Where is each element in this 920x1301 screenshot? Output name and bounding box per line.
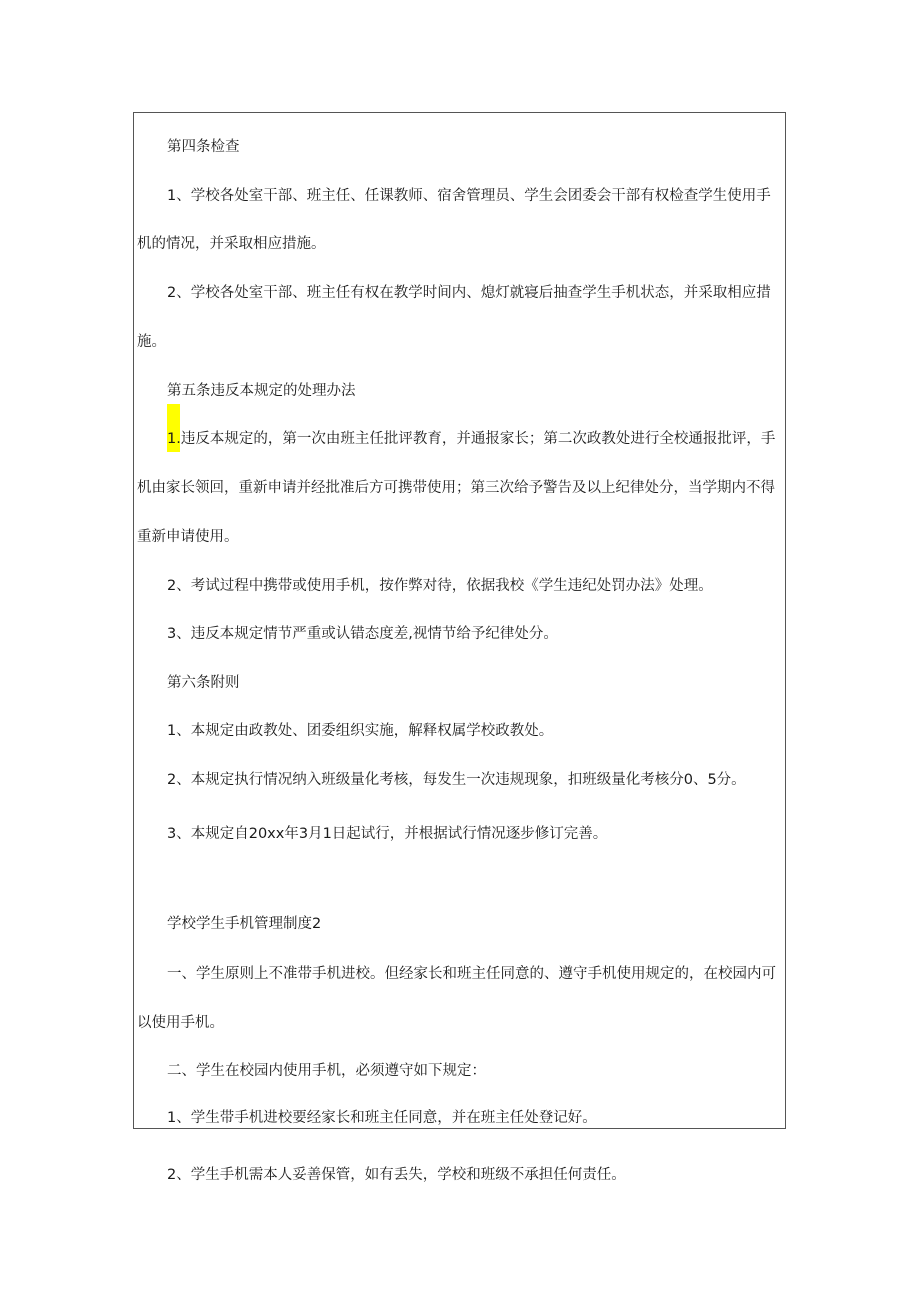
paragraph-line: 1、学生带手机进校要经家长和班主任同意，并在班主任处登记好。 bbox=[167, 1110, 597, 1126]
paragraph-line: 2、学校各处室干部、班主任有权在教学时间内、熄灯就寝后抽查学生手机状态，并采取相应措 bbox=[167, 285, 771, 301]
paragraph-line: 以使用手机。 bbox=[137, 1015, 224, 1031]
paragraph-line: 施。 bbox=[137, 334, 166, 350]
paragraph-line: 机的情况，并采取相应措施。 bbox=[137, 236, 326, 252]
section-title: 学校学生手机管理制度2 bbox=[167, 916, 322, 932]
heading-article-5: 第五条违反本规定的处理办法 bbox=[167, 383, 356, 399]
paragraph-line: 二、学生在校园内使用手机，必须遵守如下规定： bbox=[167, 1063, 486, 1079]
paragraph-line: 3、本规定自20xx年3月1日起试行，并根据试行情况逐步修订完善。 bbox=[167, 826, 608, 842]
paragraph-line: 2、考试过程中携带或使用手机，按作弊对待，依据我校《学生违纪处罚办法》处理。 bbox=[167, 578, 713, 594]
paragraph-line: 3、违反本规定情节严重或认错态度差,视情节给予纪律处分。 bbox=[167, 626, 558, 642]
paragraph-line: 1、本规定由政教处、团委组织实施，解释权属学校政教处。 bbox=[167, 723, 554, 739]
heading-article-6: 第六条附则 bbox=[167, 675, 240, 691]
paragraph-line: 机由家长领回，重新申请并经批准后方可携带使用；第三次给予警告及以上纪律处分，当学期内不得 bbox=[137, 480, 775, 496]
paragraph-line: 1、学校各处室干部、班主任、任课教师、宿舍管理员、学生会团委会干部有权检查学生使用手 bbox=[167, 188, 771, 204]
heading-article-4: 第四条检查 bbox=[167, 139, 240, 155]
paragraph-line: 1.违反本规定的，第一次由班主任批评教育，并通报家长；第二次政教处进行全校通报批评，手 bbox=[167, 431, 776, 447]
paragraph-line: 重新申请使用。 bbox=[137, 529, 239, 545]
paragraph-line: 2、本规定执行情况纳入班级量化考核，每发生一次违规现象，扣班级量化考核分0、5分。 bbox=[167, 772, 746, 788]
paragraph-line: 一、学生原则上不准带手机进校。但经家长和班主任同意的、遵守手机使用规定的，在校园内可 bbox=[167, 966, 776, 982]
paragraph-line: 2、学生手机需本人妥善保管，如有丢失，学校和班级不承担任何责任。 bbox=[167, 1167, 626, 1183]
